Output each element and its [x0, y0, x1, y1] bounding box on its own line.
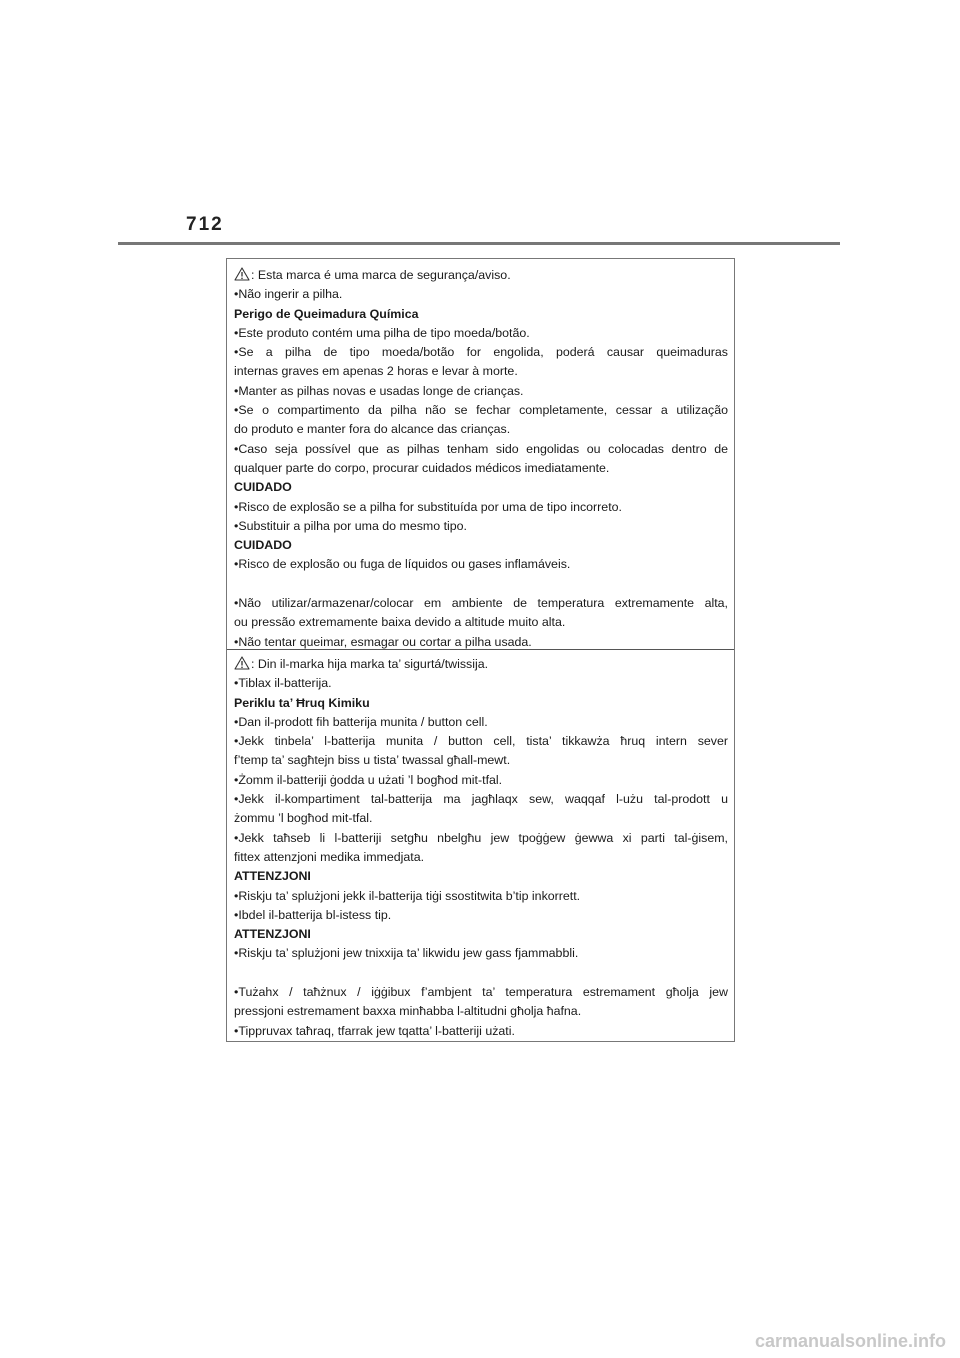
text-line: •Jekk il-kompartiment tal-batterija ma jagħlaqx sew, waqqaf l-użu tal-prodott u: [234, 792, 728, 807]
text-line: •Ibdel il-batterija bl-istess tip.: [234, 907, 392, 922]
portuguese-lines: [234, 285, 728, 652]
text-line: •Jekk taħseb li l-batteriji setgħu nbelgħu jew tpoġġew ġewwa xi parti tal-ġisem,: [234, 830, 728, 845]
section-heading: Perigo de Queimadura Química: [234, 306, 419, 321]
text-line: •Este produto contém uma pilha de tipo moeda/botão.: [234, 325, 530, 340]
text-line: •Jekk tinbela’ l-batterija munita / button cell, tista’ tikkawża ħruq intern sever: [234, 734, 728, 749]
blank-line: [234, 575, 728, 594]
text-line: •Se o compartimento da pilha não se fechar completamente, cessar a utilização: [234, 403, 728, 418]
text-line: •Não utilizar/armazenar/colocar em ambiente de temperatura extremamente alta,: [234, 596, 728, 611]
text-line: •Riskju ta’ splużjoni jew tnixxija ta’ likwidu jew gass fjammabbli.: [234, 946, 579, 961]
section-heading: ATTENZJONI: [234, 927, 311, 942]
text-line: żommu ’l bogħod mit-tfal.: [234, 811, 373, 826]
text-line: •Tippruvax taħraq, tfarrak jew tqatta’ l-batteriji użati.: [234, 1023, 515, 1038]
text-line: •Manter as pilhas novas e usadas longe de crianças.: [234, 383, 524, 398]
section-heading: ATTENZJONI: [234, 869, 311, 884]
section-heading: CUIDADO: [234, 538, 292, 553]
warning-mark-line: [234, 655, 728, 674]
section-heading: Periklu ta’ Ħruq Kimiku: [234, 695, 370, 710]
warning-mark-text: : Din il-marka hija marka ta’ sigurtá/twissija.: [251, 657, 489, 671]
watermark-logo: carmanualsonline.info: [754, 1331, 946, 1351]
warning-triangle-icon: [234, 656, 250, 670]
text-line: •Riskju ta’ splużjoni jekk il-batterija tiġi ssostitwita b’tip inkorrett.: [234, 888, 581, 903]
portuguese-notice: [227, 266, 734, 652]
text-line: fittex attenzjoni medika immedjata.: [234, 849, 425, 864]
section-divider: [227, 649, 734, 650]
text-line: pressjoni estremament baxxa minħabba l-altitudni għolja ħafna.: [234, 1004, 582, 1019]
page-number: 712: [186, 214, 224, 235]
text-line: ou pressão extremamente baixa devido a altitude muito alta.: [234, 615, 566, 630]
maltese-notice: [227, 655, 734, 1041]
maltese-lines: [234, 674, 728, 1041]
text-line: •Não ingerir a pilha.: [234, 287, 343, 302]
text-line: •Risco de explosão ou fuga de líquidos ou gases inflamáveis.: [234, 557, 571, 572]
text-line: •Substituir a pilha por uma do mesmo tipo.: [234, 518, 467, 533]
text-line: •Tiblax il-batterija.: [234, 676, 332, 691]
text-line: •Żomm il-batteriji ġodda u użati ’l bogħod mit-tfal.: [234, 772, 503, 787]
section-heading: CUIDADO: [234, 480, 292, 495]
text-line: •Se a pilha de tipo moeda/botão for engolida, poderá causar queimaduras: [234, 345, 728, 360]
text-line: internas graves em apenas 2 horas e levar à morte.: [234, 364, 518, 379]
text-line: •Caso seja possível que as pilhas tenham sido engolidas ou colocadas dentro de: [234, 441, 728, 456]
text-line: do produto e manter fora do alcance das crianças.: [234, 422, 511, 437]
blank-line: [234, 964, 728, 983]
warning-mark-text: : Esta marca é uma marca de segurança/aviso.: [251, 268, 511, 282]
text-line: •Tużahx / taħżnux / iġġibux f’ambjent ta’ temperatura estremament għolja jew: [234, 985, 728, 1000]
safety-notice-box: [226, 258, 735, 1042]
text-line: •Não tentar queimar, esmagar ou cortar a pilha usada.: [234, 634, 532, 649]
header-divider: [118, 242, 840, 245]
warning-triangle-icon: [234, 267, 250, 281]
text-line: •Dan il-prodott fih batterija munita / button cell.: [234, 714, 488, 729]
text-line: •Risco de explosão se a pilha for substituída por uma de tipo incorreto.: [234, 499, 622, 514]
warning-mark-line: [234, 266, 728, 285]
text-line: qualquer parte do corpo, procurar cuidados médicos imediatamente.: [234, 460, 610, 475]
text-line: f’temp ta’ sagħtejn biss u tista’ twassal għall-mewt.: [234, 753, 511, 768]
